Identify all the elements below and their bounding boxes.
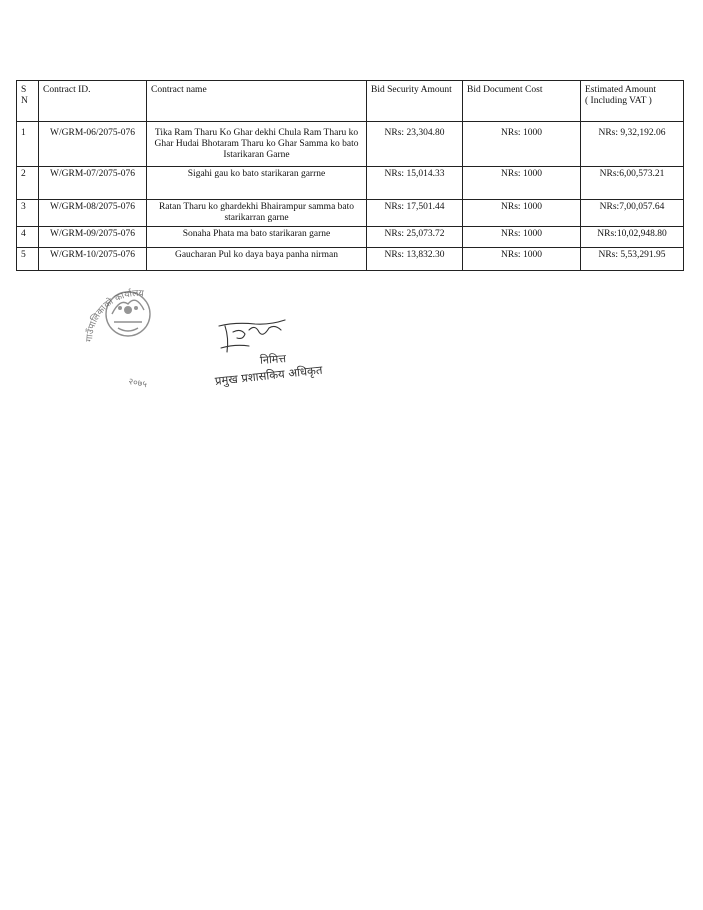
cell-estimated-amount: NRs:10,02,948.80 xyxy=(581,227,684,248)
header-contract-name: Contract name xyxy=(147,81,367,122)
cell-contract-name: Gaucharan Pul ko daya baya panha nirman xyxy=(147,248,367,271)
signature-nimit: निमित्त xyxy=(259,352,287,367)
cell-bid-doc-cost: NRs: 1000 xyxy=(463,227,581,248)
table-row xyxy=(17,167,684,200)
seal-text-year: २०७५ xyxy=(127,377,148,391)
cell-estimated-amount: NRs: 5,53,291.95 xyxy=(581,248,684,271)
cell-contract-name: Sigahi gau ko bato starikaran garrne xyxy=(147,167,367,200)
signatory-designation: प्रमुख प्रशासकिय अधिकृत xyxy=(214,362,324,388)
cell-bid-doc-cost: NRs: 1000 xyxy=(463,122,581,167)
cell-contract-id: W/GRM-06/2075-076 xyxy=(39,122,147,167)
header-bid-security: Bid Security Amount xyxy=(367,81,463,122)
table-header-row xyxy=(17,81,684,122)
cell-contract-name: Sonaha Phata ma bato starikaran garne xyxy=(147,227,367,248)
cell-contract-name: Ratan Tharu ko ghardekhi Bhairampur samma bato starikarran garne xyxy=(147,200,367,227)
header-sn: S N xyxy=(17,81,39,122)
cell-bid-security: NRs: 17,501.44 xyxy=(367,200,463,227)
contract-table xyxy=(16,80,684,271)
cell-contract-id: W/GRM-10/2075-076 xyxy=(39,248,147,271)
table-row xyxy=(17,122,684,167)
cell-sn: 2 xyxy=(17,167,39,200)
cell-bid-security: NRs: 15,014.33 xyxy=(367,167,463,200)
header-estimated-amount: Estimated Amount ( Including VAT ) xyxy=(581,81,684,122)
table-row xyxy=(17,227,684,248)
cell-contract-name: Tika Ram Tharu Ko Ghar dekhi Chula Ram Tharu ko Ghar Hudai Bhotaram Tharu ko Ghar Samma ko bato Istarikaran Garne xyxy=(147,122,367,167)
cell-estimated-amount: NRs: 9,32,192.06 xyxy=(581,122,684,167)
cell-contract-id: W/GRM-07/2075-076 xyxy=(39,167,147,200)
cell-bid-doc-cost: NRs: 1000 xyxy=(463,248,581,271)
cell-sn: 5 xyxy=(17,248,39,271)
cell-bid-security: NRs: 13,832.30 xyxy=(367,248,463,271)
cell-contract-id: W/GRM-09/2075-076 xyxy=(39,227,147,248)
cell-bid-doc-cost: NRs: 1000 xyxy=(463,167,581,200)
cell-sn: 4 xyxy=(17,227,39,248)
cell-estimated-amount: NRs:6,00,573.21 xyxy=(581,167,684,200)
table-row xyxy=(17,248,684,271)
header-bid-document-cost: Bid Document Cost xyxy=(463,81,581,122)
cell-sn: 1 xyxy=(17,122,39,167)
seal-and-signature xyxy=(80,280,350,398)
cell-contract-id: W/GRM-08/2075-076 xyxy=(39,200,147,227)
cell-bid-doc-cost: NRs: 1000 xyxy=(463,200,581,227)
header-contract-id: Contract ID. xyxy=(39,81,147,122)
cell-bid-security: NRs: 25,073.72 xyxy=(367,227,463,248)
seal-text-top: गाउँपालिकाको कार्यालय xyxy=(84,288,145,343)
cell-estimated-amount: NRs:7,00,057.64 xyxy=(581,200,684,227)
cell-sn: 3 xyxy=(17,200,39,227)
official-seal-stamp xyxy=(80,280,195,395)
cell-bid-security: NRs: 23,304.80 xyxy=(367,122,463,167)
table-row xyxy=(17,200,684,227)
